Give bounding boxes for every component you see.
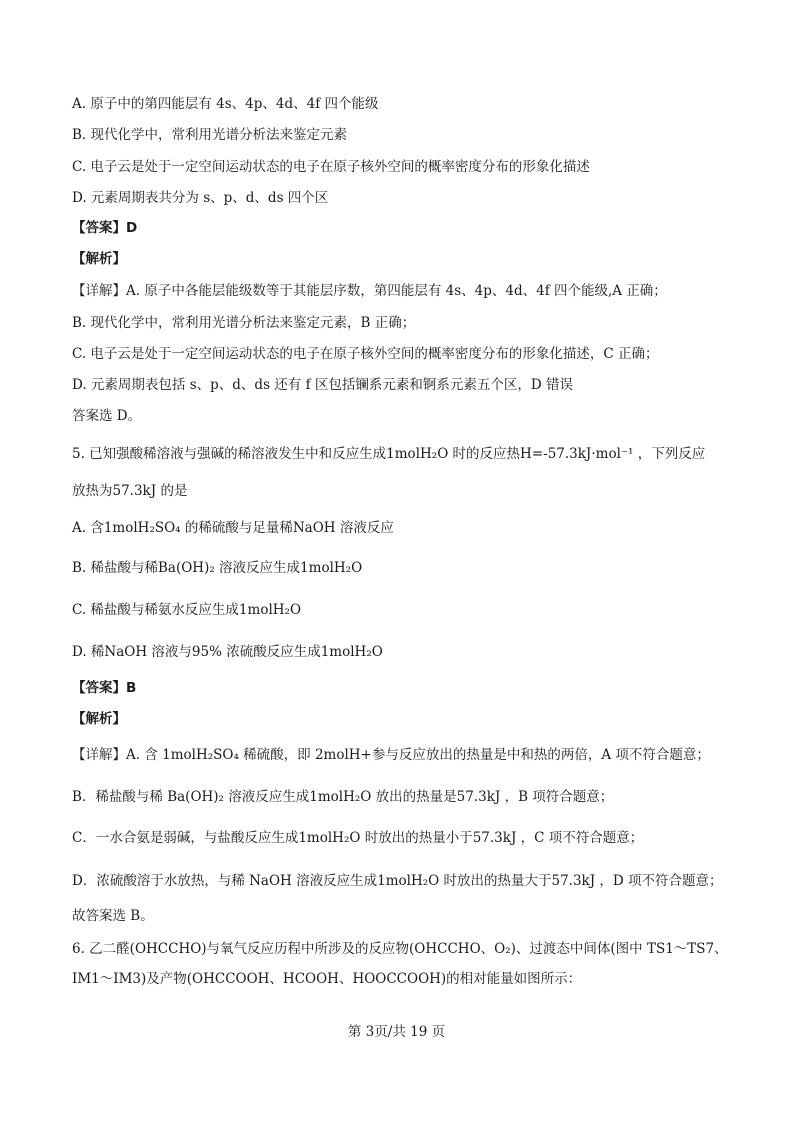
q5-explanation-a: 【详解】A. 含 1molH₂SO₄ 稀硫酸，即 2molH+参与反应放出的热量是中和热的两倍，A 项不符合题意； xyxy=(72,747,710,763)
option-d-text: D. 元素周期表共分为 s、p、d、ds 四个区 xyxy=(72,190,329,206)
q5-option-c: C. 稀盐酸与稀氨水反应生成1molH₂O xyxy=(72,602,302,618)
explanation-d: D. 元素周期表包括 s、p、d、ds 还有 f 区包括镧系元素和锕系元素五个区，D 错误 xyxy=(72,377,573,393)
answer-conclusion: 答案选 D。 xyxy=(72,408,142,424)
q5-analysis-label: 【解析】 xyxy=(72,711,126,727)
q5-answer-conclusion: 故答案选 B。 xyxy=(72,908,154,924)
q5-option-b: B. 稀盐酸与稀Ba(OH)₂ 溶液反应生成1molH₂O xyxy=(72,560,363,576)
q5-option-a: A. 含1molH₂SO₄ 的稀硫酸与足量稀NaOH 溶液反应 xyxy=(72,520,394,536)
q5-option-d: D. 稀NaOH 溶液与95% 浓硫酸反应生成1molH₂O xyxy=(72,644,383,660)
question-5-stem: 5. 已知强酸稀溶液与强碱的稀溶液发生中和反应生成1molH₂O 时的反应热H=-57.3kJ·mol⁻¹ ，下列反应 xyxy=(72,446,706,462)
q5-answer-label: 【答案】B xyxy=(72,680,137,696)
answer-label: 【答案】D xyxy=(72,220,138,236)
analysis-label: 【解析】 xyxy=(72,251,126,267)
page-footer: 第 3页/共 19 页 xyxy=(347,1024,446,1040)
option-b-text: B. 现代化学中，常利用光谱分析法来鉴定元素 xyxy=(72,127,348,143)
option-a-text: A. 原子中的第四能层有 4s、4p、4d、4f 四个能级 xyxy=(72,96,379,112)
question-5-stem-cont: 放热为57.3kJ 的是 xyxy=(72,483,188,499)
q5-explanation-b: B．稀盐酸与稀 Ba(OH)₂ 溶液反应生成1molH₂O 放出的热量是57.3kJ ，B 项符合题意； xyxy=(72,789,614,805)
q5-explanation-c: C．一水合氨是弱碱，与盐酸反应生成1molH₂O 时放出的热量小于57.3kJ ，C 项不符合题意； xyxy=(72,830,644,846)
option-c-text: C. 电子云是处于一定空间运动状态的电子在原子核外空间的概率密度分布的形象化描述 xyxy=(72,159,590,175)
explanation-b: B. 现代化学中，常利用光谱分析法来鉴定元素，B 正确； xyxy=(72,315,416,331)
q5-explanation-d: D．浓硫酸溶于水放热，与稀 NaOH 溶液反应生成1molH₂O 时放出的热量大于57.3kJ ，D 项不符合题意； xyxy=(72,873,723,889)
explanation-a: 【详解】A. 原子中各能层能级数等于其能层序数，第四能层有 4s、4p、4d、4f 四个能级,A 正确； xyxy=(72,283,667,299)
question-6-stem: 6. 乙二醛(OHCCHO)与氧气反应历程中所涉及的反应物(OHCCHO、O₂)、过渡态中间体(图中 TS1～TS7、 xyxy=(72,941,728,957)
question-6-stem-cont: IM1～IM3)及产物(OHCCOOH、HCOOH、HOOCCOOH)的相对能量如图所示： xyxy=(72,971,582,987)
explanation-c: C. 电子云是处于一定空间运动状态的电子在原子核外空间的概率密度分布的形象化描述，C 正确； xyxy=(72,346,659,362)
